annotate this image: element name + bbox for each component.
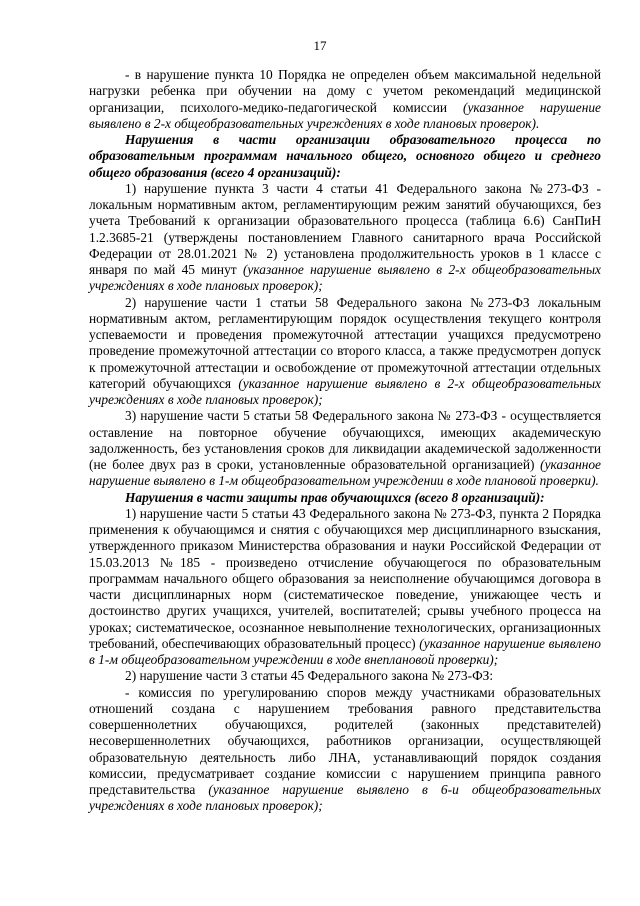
section-heading-student-rights xyxy=(89,490,601,506)
paragraph-note: (указанное нарушение выявлено в 2-х общеобразовательных учреждениях в ходе плановых проверок). xyxy=(89,99,601,131)
paragraph-item-2-intermediate-attestation xyxy=(89,295,601,409)
paragraph-item-2-article-45 xyxy=(89,668,601,684)
paragraph-note: (указанное нарушение выявлено в 2-х общеобразовательных учреждениях в ходе плановых проверок); xyxy=(89,375,601,407)
section-heading-educational-process xyxy=(89,132,601,181)
paragraph-note: (указанное нарушение выявлено в 2-х общеобразовательных учреждениях в ходе плановых проверок); xyxy=(89,262,601,294)
paragraph-note: (указанное нарушение выявлено в 6-и общеобразовательных учреждениях в ходе плановых проверок); xyxy=(89,782,601,814)
paragraph-note: (указанное нарушение выявлено в 1-м общеобразовательном учреждении в ходе внеплановой проверки); xyxy=(89,635,601,667)
paragraph-text: 3) нарушение части 5 статьи 58 Федерального закона № 273-ФЗ - осуществляется оставление на повторное обучение обучающихся, имеющих академическую задолженность, без установления сроков для ликвидации академической задолженности (не более двух раз в сроки, установленные образовательной организацией) xyxy=(89,408,601,472)
paragraph-text: - в нарушение пункта 10 Порядка не определен объем максимальной недельной нагрузки ребенка при обучении на дому с учетом рекомендаций медицинской организации, психолого-медико-педагогической комиссии xyxy=(89,67,601,115)
paragraph-item-1-lesson-duration xyxy=(89,181,601,295)
section-heading-text: Нарушения в части организации образовательного процесса по образовательным программам начального общего, основного общего и среднего общего образования (всего 4 организаций): xyxy=(89,132,601,180)
paragraph-text: 1) нарушение пункта 3 части 4 статьи 41 Федерального закона №273-ФЗ - локальным нормативным актом, регламентирующим режим занятий обучающихся, без учета Требований к организации образовательного процесса (таблица 6.6) СанПиН 1.2.3685-21 (утверждены постановлением Главного санитарного врача Российской Федерации от 28.01.2021 № 2) установлена продолжительность уроков в 1 классе с января по май 45 минут xyxy=(89,180,601,277)
paragraph-dispute-commission xyxy=(89,685,601,815)
page-number: 17 xyxy=(313,38,327,53)
section-heading-text: Нарушения в части защиты прав обучающихся (всего 8 организаций): xyxy=(125,489,545,505)
paragraph-nonworking-hours-load xyxy=(89,67,601,132)
paragraph-text: 2) нарушение части 1 статьи 58 Федерального закона №273-ФЗ локальным нормативным актом, регламентирующим порядок осуществления текущего контроля успеваемости и проведения промежуточной аттестации учащихся предусмотрено проведение промежуточной аттестации со второго класса, а также предусмотрен допуск к промежуточной аттестации и освобождение от промежуточной аттестации отдельных категорий обучающихся xyxy=(89,294,601,391)
paragraph-item-1-expulsion xyxy=(89,506,601,669)
paragraph-text: - комиссия по урегулированию споров между участниками образовательных отношений создана с нарушением требования равного представительства совершеннолетних обучающихся, родителей (законных представителей) несовершеннолетних обучающихся, работников организации, осуществляющей образовательную деятельность либо ЛНА, устанавливающий порядок создания комиссии, предусматривает создание комиссии с нарушением принципа равного представительства xyxy=(89,684,601,797)
paragraph-text: 1) нарушение части 5 статьи 43 Федерального закона № 273-ФЗ, пункта 2 Порядка применения к обучающимся и снятия с обучающихся мер дисциплинарного взыскания, утвержденного приказом Министерства образования и науки Российской Федерации от 15.03.2013 №185 - произведено отчисление обучающегося по образовательным программам начального общего образования за неисполнение обучающимся договора в части дисциплинарных норм (систематическое поведение, унижающее честь и достоинство других учащихся, учителей, воспитателей; срывы учебного процесса на уроках; систематическое, осознанное невыполнение технологических, организационных требований, обеспечивающих образовательный процесс) xyxy=(89,505,601,651)
paragraph-text: 2) нарушение части 3 статьи 45 Федерального закона № 273-ФЗ: xyxy=(125,668,494,684)
document-body xyxy=(89,67,601,815)
paragraph-note: (указанное нарушение выявлено в 1-м общеобразовательном учреждении в ходе плановой проверки). xyxy=(89,457,601,489)
paragraph-item-3-academic-debt xyxy=(89,408,601,489)
